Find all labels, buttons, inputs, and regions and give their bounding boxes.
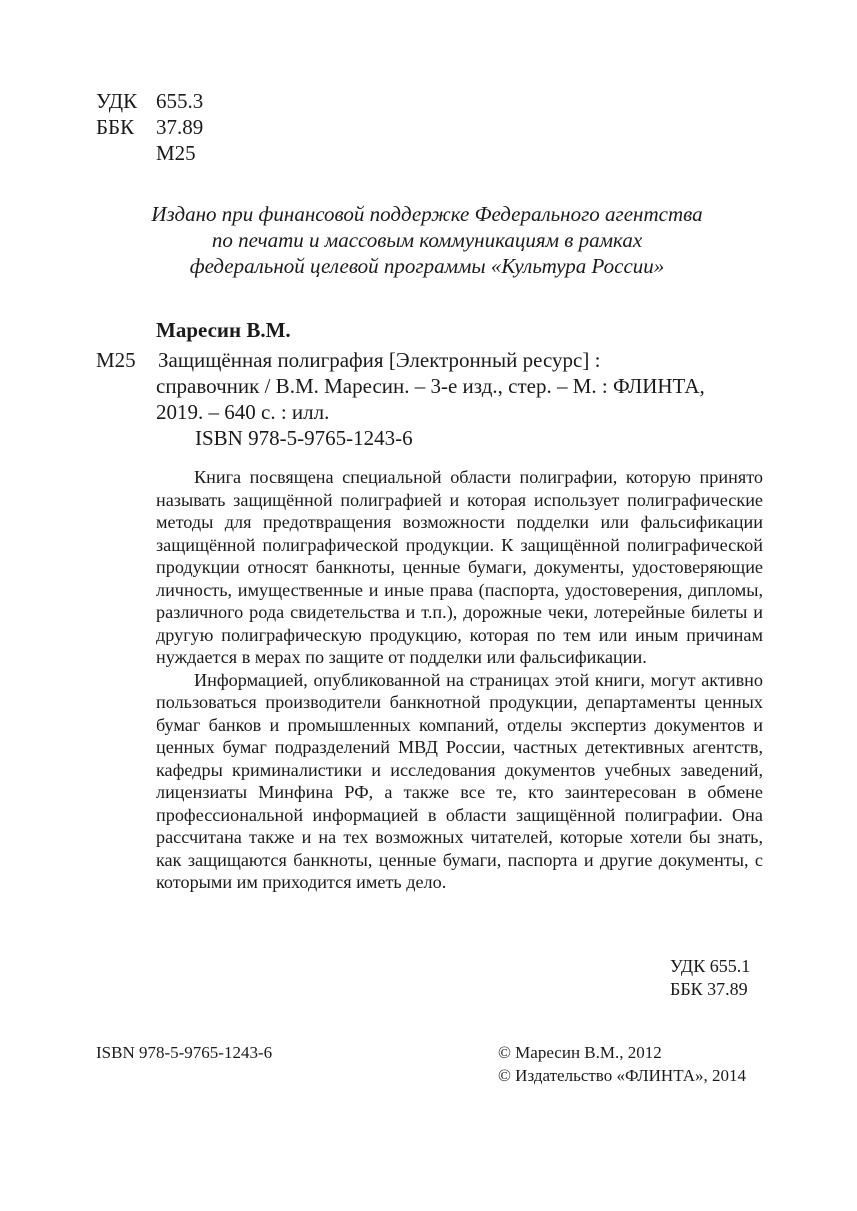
biblio-title-line: Защищённая полиграфия [Электронный ресурс] : — [158, 348, 601, 372]
author-sign-label — [96, 140, 156, 166]
udk-row — [96, 88, 203, 114]
classification-block — [96, 88, 203, 166]
biblio-publisher-line: справочник / В.М. Маресин. – 3-е изд., стер. – М. : ФЛИНТА, — [156, 374, 705, 398]
funding-note — [96, 201, 758, 279]
biblio-year-line: 2019. – 640 с. : илл. — [156, 400, 330, 424]
copyright-publisher: © Издательство «ФЛИНТА», 2014 — [498, 1066, 747, 1085]
author-name: Маресин В.М. — [156, 318, 291, 342]
author-sign-value: М25 — [156, 141, 196, 165]
udk-bottom: УДК 655.1 — [670, 956, 751, 976]
abstract-paragraph: Книга посвящена специальной области полиграфии, которую принято называть защищённой полиграфией и которая использует полиграфические методы для предотвращения возможности подделки или фальсификации защищённой полиграфической продукции. К защищённой полиграфической продукции относят банкноты, ценные бумаги, документы, удостоверяющие личность, имущественные и иные права (паспорта, удостоверения, дипломы, различного рода свидетельства и т.п.), дорожные чеки, лотерейные билеты и другую полиграфическую продукцию, которая по тем или иным причинам нуждается в мерах по защите от подделки или фальсификации. — [156, 467, 763, 667]
bibliographic-record — [156, 347, 766, 451]
isbn-bottom: ISBN 978-5-9765-1243-6 — [96, 1043, 273, 1062]
copyright-author: © Маресин В.М., 2012 — [498, 1043, 662, 1062]
bbk-label: ББК — [96, 115, 135, 139]
classification-bottom — [670, 955, 750, 1001]
bbk-row — [96, 114, 203, 140]
author-sign-row — [96, 140, 203, 166]
bbk-bottom: ББК 37.89 — [670, 979, 748, 999]
funding-line: Издано при финансовой поддержке Федерального агентства — [151, 202, 703, 226]
bbk-value: 37.89 — [156, 115, 204, 139]
biblio-isbn: ISBN 978-5-9765-1243-6 — [195, 426, 413, 450]
abstract-paragraph: Информацией, опубликованной на страницах этой книги, могут активно пользоваться производители банкнотной продукции, департаменты ценных бумаг банков и промышленных компаний, отделы экспертиз документов и ценных бумаг подразделений МВД России, частных детективных агентств, кафедры криминалистики и исследования документов учебных заведений, лицензиаты Минфина РФ, а также все те, кто заинтересован в обмене профессиональной информацией в области защищённой полиграфии. Она рассчитана также и на тех возможных читателей, которые хотели бы знать, как защищаются банкноты, ценные бумаги, паспорта и другие документы, с которыми им приходится иметь дело. — [156, 669, 763, 892]
udk-label: УДК — [96, 89, 138, 113]
funding-line: по печати и массовым коммуникациям в рамках — [211, 228, 643, 252]
author-mark: М25 — [96, 348, 136, 372]
abstract — [156, 466, 763, 894]
udk-value: 655.3 — [156, 89, 204, 113]
funding-line: федеральной целевой программы «Культура России» — [189, 254, 665, 278]
copyright-block — [498, 1041, 746, 1087]
